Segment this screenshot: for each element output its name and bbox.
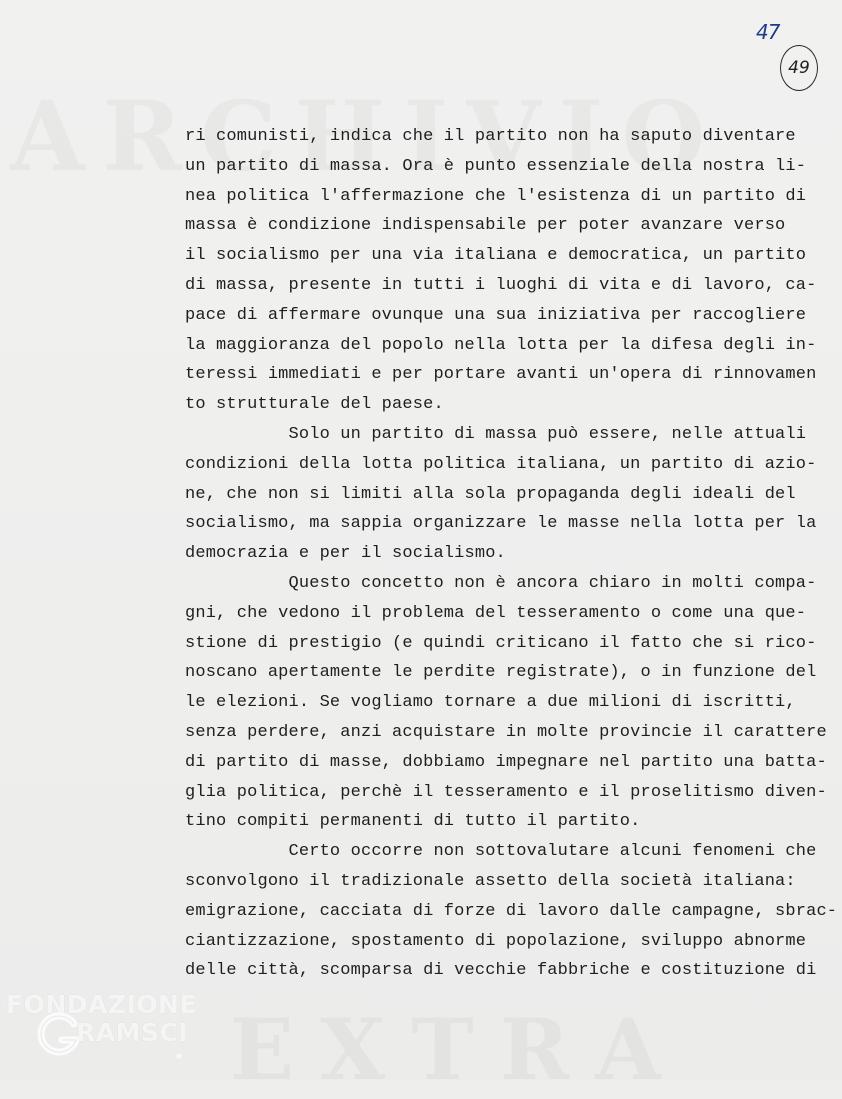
text-line: ri comunisti, indica che il partito non ha saputo diventare (185, 127, 796, 146)
folio-number-text: 49 (788, 58, 810, 78)
circled-folio-number (780, 45, 818, 91)
text-line: di partito di masse, dobbiamo impegnare nel partito una batta- (185, 752, 827, 772)
watermark-org-line1: FONDAZIONE (6, 990, 198, 1019)
text-line: emigrazione, cacciata di forze di lavoro dalle campagne, sbrac- (185, 901, 838, 921)
text-line: massa è condizione indispensabile per poter avanzare verso (185, 216, 786, 236)
text-line: ne, che non si limiti alla sola propaganda degli ideali del (185, 484, 796, 504)
text-line: condizioni della lotta politica italiana, un partito di azio- (185, 454, 817, 474)
text-line: delle città, scomparsa di vecchie fabbriche e costituzione di (185, 961, 817, 981)
text-line: noscano apertamente le perdite registrate), o in funzione del (185, 663, 817, 683)
text-line: il socialismo per una via italiana e democratica, un partito (185, 246, 807, 266)
text-line: di massa, presente in tutti i luoghi di vita e di lavoro, ca- (185, 275, 817, 295)
text-line: stione di prestigio (e quindi criticano il fatto che si rico- (185, 633, 817, 653)
handwritten-page-number: 47 (756, 20, 780, 44)
text-line: to strutturale del paese. (185, 395, 444, 415)
text-line: senza perdere, anzi acquistare in molte provincie il carattere (185, 722, 827, 742)
text-line: la maggioranza del popolo nella lotta per la difesa degli in- (185, 335, 817, 355)
text-line: gni, che vedono il problema del tesseramento o come una que- (185, 603, 807, 623)
text-line: sconvolgono il tradizionale assetto della società italiana: (185, 871, 796, 891)
text-line: teressi immediati e per portare avanti un'opera di rinnovamen (185, 365, 817, 385)
text-line: nea politica l'affermazione che l'esistenza di un partito di (185, 186, 807, 206)
text-line: socialismo, ma sappia organizzare le masse nella lotta per la (185, 514, 817, 534)
text-line: democrazia e per il socialismo. (185, 544, 506, 564)
background-watermark-bottom (230, 1000, 840, 1080)
text-line: glia politica, perchè il tesseramento e il proselitismo diven- (185, 782, 827, 802)
text-line: Solo un partito di massa può essere, nelle attuali (185, 424, 807, 444)
text-line: tino compiti permanenti di tutto il partito. (185, 812, 641, 832)
text-line: pace di affermare ovunque una sua iniziativa per raccogliere (185, 305, 807, 325)
watermark-small-mark-icon: ● (176, 1052, 183, 1060)
watermark-org-line2: RAMSCI (76, 1018, 189, 1047)
text-line: ciantizzazione, spostamento di popolazione, sviluppo abnorme (185, 931, 807, 951)
text-line: Certo occorre non sottovalutare alcuni fenomeni che (185, 842, 817, 862)
text-line: Questo concetto non è ancora chiaro in molti compa- (185, 573, 817, 593)
fondazione-gramsci-watermark (6, 990, 216, 1070)
text-line: le elezioni. Se vogliamo tornare a due milioni di iscritti, (185, 693, 796, 713)
text-line: un partito di massa. Ora è punto essenziale della nostra li- (185, 156, 807, 176)
typewritten-body-text (185, 122, 838, 986)
